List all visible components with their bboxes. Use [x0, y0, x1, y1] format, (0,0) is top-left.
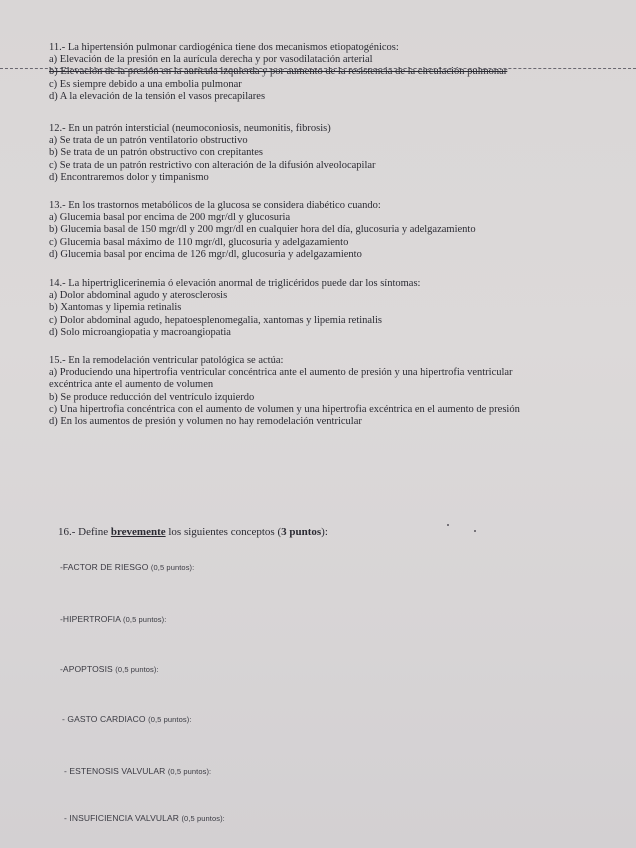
option-c: c) Se trata de un patrón restrictivo con alteración de la difusión alveolocapilar [49, 159, 376, 171]
concept-insuficiencia-valvular [64, 813, 225, 823]
question-stem: 11.- La hipertensión pulmonar cardiogénica tiene dos mecanismos etiopatogénicos: [49, 42, 399, 53]
option-b: b) Elevación de la presión en la aurícula izquierda y por aumento de la resistencia de la circulación pulmonar [49, 66, 508, 78]
concept-points: (0,5 puntos): [123, 615, 167, 624]
concept-apoptosis [60, 664, 159, 674]
question-stem: 15.- En la remodelación ventricular patológica se actúa: [49, 355, 284, 366]
question-stem: 12.- En un patrón intersticial (neumoconiosis, neumonitis, fibrosis) [49, 123, 331, 134]
concept-points: (0,5 puntos): [148, 715, 192, 724]
q16-prefix: 16.- Define [58, 526, 111, 538]
option-c: c) Dolor abdominal agudo, hepatoesplenomegalia, xantomas y lipemia retinalis [49, 314, 382, 326]
concept-label: - ESTENOSIS VALVULAR [64, 766, 166, 776]
concept-gasto-cardiaco [62, 714, 192, 724]
question-14 [49, 278, 576, 339]
concept-points: (0,5 puntos): [115, 665, 159, 674]
option-c: c) Es siempre debido a una embolia pulmonar [49, 78, 242, 90]
option-b: b) Se trata de un patrón obstructivo con crepitantes [49, 147, 264, 159]
concept-label: -APOPTOSIS [60, 664, 113, 674]
concept-label: - INSUFICIENCIA VALVULAR [64, 813, 179, 823]
option-d: d) A la elevación de la tensión el vasos precapilares [49, 90, 266, 102]
option-b: b) Xantomas y lipemia retinalis [49, 302, 182, 314]
option-d: d) Encontraremos dolor y timpanismo [49, 171, 209, 183]
option-a: a) Glucemia basal por encima de 200 mgr/dl y glucosuria [49, 212, 291, 224]
option-a: a) Produciendo una hipertrofia ventricular concéntrica ante el aumento de presión y una hipertrofia ventricular [49, 367, 513, 379]
concept-estenosis-valvular [64, 766, 211, 776]
q16-middle: los siguientes conceptos ( [165, 526, 282, 538]
question-16-heading [58, 526, 328, 539]
option-a: a) Elevación de la presión en la aurícula derecha y por vasodilatación arterial [49, 54, 373, 66]
option-d: d) Solo microangiopatia y macroangiopatia [49, 326, 231, 338]
option-c: c) Glucemia basal máximo de 110 mgr/dl, glucosuria y adelgazamiento [49, 236, 349, 248]
question-11 [49, 42, 576, 103]
paper-speck [474, 530, 476, 532]
concept-points: (0,5 puntos): [167, 767, 212, 776]
option-a: a) Se trata de un patrón ventilatorio obstructivo [49, 135, 248, 147]
concept-label: -HIPERTROFIA [60, 614, 121, 624]
q16-emphasis: brevemente [110, 526, 166, 538]
option-b: b) Glucemia basal de 150 mgr/dl y 200 mgr/dl en cualquier hora del día, glucosuria y adelgazamiento [49, 224, 476, 236]
question-stem: 14.- La hipertriglicerinemia ó elevación anormal de triglicéridos puede dar los síntomas: [49, 278, 421, 289]
question-stem: 13.- En los trastornos metabólicos de la glucosa se considera diabético cuando: [49, 200, 381, 211]
option-d: d) Glucemia basal por encima de 126 mgr/dl, glucosuria y adelgazamiento [49, 248, 362, 260]
option-c: c) Una hipertrofia concéntrica con el aumento de volumen y una hipertrofia excéntrica en el aumento de presión [49, 403, 520, 415]
option-d: d) En los aumentos de presión y volumen no hay remodelación ventricular [49, 416, 362, 428]
concept-points: (0,5 puntos): [181, 814, 225, 823]
concept-factor-de-riesgo [60, 562, 194, 572]
concept-hipertrofia [60, 614, 166, 624]
option-a-continued: excéntrica ante el aumento de volumen [49, 379, 214, 391]
option-a: a) Dolor abdominal agudo y aterosclerosis [49, 290, 228, 302]
q16-points: 3 puntos [281, 526, 322, 538]
concept-label: -FACTOR DE RIESGO [60, 562, 149, 572]
option-b: b) Se produce reducción del ventrículo izquierdo [49, 391, 255, 403]
question-13 [49, 200, 576, 261]
paper-speck [447, 524, 449, 526]
concept-points: (0,5 puntos): [150, 563, 195, 572]
concept-label: - GASTO CARDIACO [62, 714, 146, 724]
question-12 [49, 123, 576, 184]
question-15 [49, 355, 576, 428]
q16-suffix: ): [321, 526, 328, 538]
